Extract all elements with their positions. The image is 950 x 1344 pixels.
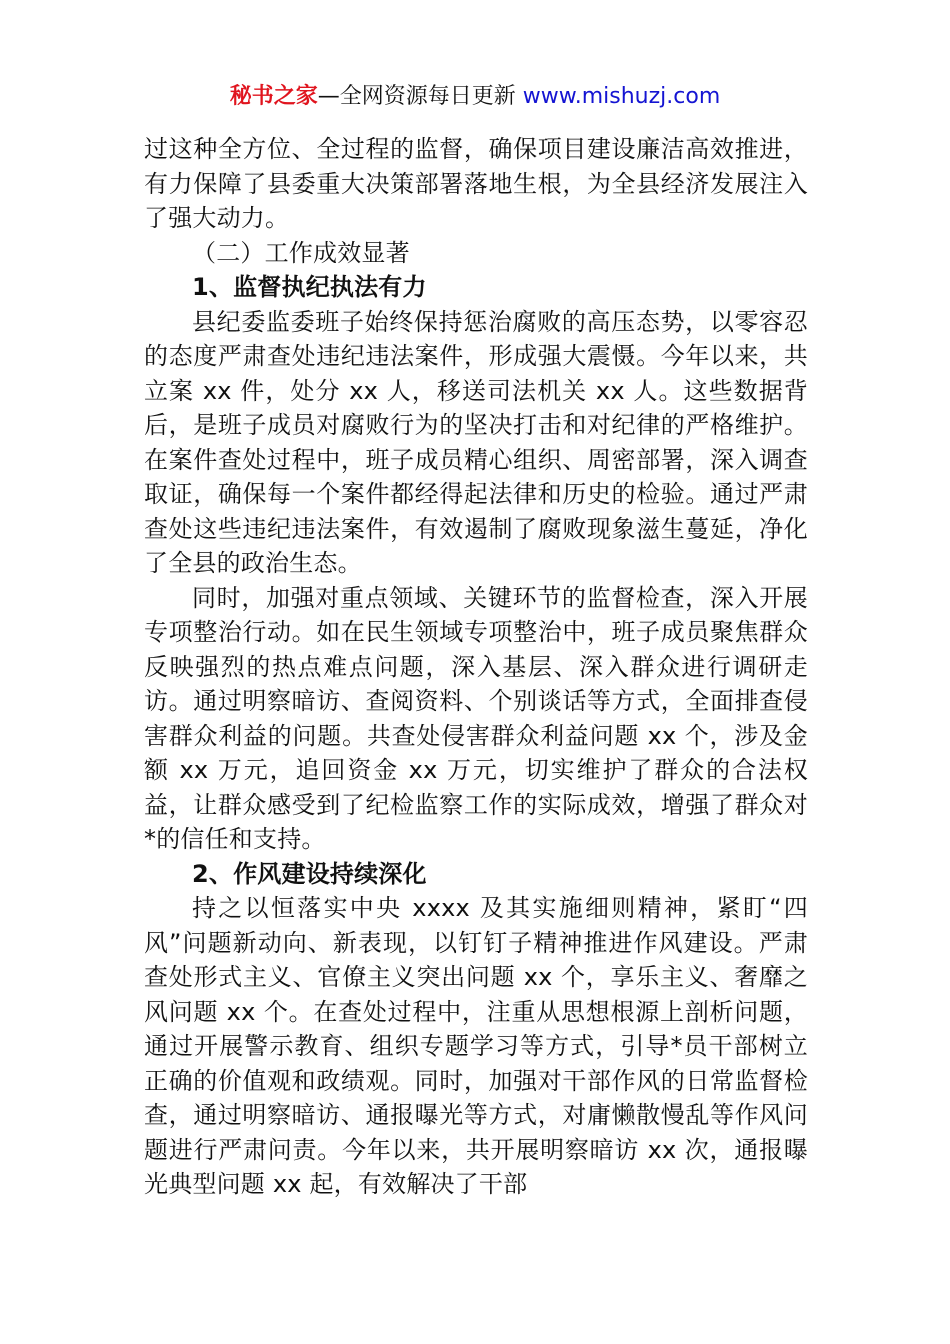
site-url-link[interactable]: www.mishuzj.com [522, 84, 721, 109]
paragraph-work-style: 持之以恒落实中央 xxxx 及其实施细则精神，紧盯“四风”问题新动向、新表现，以钉钉子精神推进作风建设。严肃查处形式主义、官僚主义突出问题 xx 个，享乐主义、奢靡之风问题 xx 个。在查处过程中，注重从思想根源上剖析问题，通过开展警示教育、组织专题学习等方式，引导*员干部树立正确的价值观和政绩观。同时，加强对干部作风的日常监督检查，通过明察暗访、通报曝光等方式，对庸懒散慢乱等作风问题进行严肃问责。今年以来，共开展明察暗访 xx 次，通报曝光典型问题 xx 起，有效解决了干部 [144, 894, 808, 1198]
subheading-supervision: 1、监督执纪执法有力 [192, 273, 427, 301]
document-body [144, 132, 808, 1202]
section-title: （二）工作成效显著 [192, 238, 410, 267]
site-header [0, 82, 950, 112]
subheading-work-style: 2、作风建设持续深化 [192, 859, 427, 888]
paragraph-special-rectification: 同时，加强对重点领域、关键环节的监督检查，深入开展专项整治行动。如在民生领域专项整治中，班子成员聚焦群众反映强烈的热点难点问题，深入基层、深入群众进行调研走访。通过明察暗访、查阅资料、个别谈话等方式，全面排查侵害群众利益的问题。共查处侵害群众利益问题 xx 个，涉及金额 xx 万元，追回资金 xx 万元，切实维护了群众的合法权益，让群众感受到了纪检监察工作的实际成效，增强了群众对*的信任和支持。 [144, 583, 808, 853]
site-brand: 秘书之家 [229, 84, 318, 109]
paragraph-case-handling: 县纪委监委班子始终保持惩治腐败的高压态势，以零容忍的态度严肃查处违纪违法案件，形成强大震慑。今年以来，共立案 xx 件，处分 xx 人，移送司法机关 xx 人。这些数据背后，是班子成员对腐败行为的坚决打击和对纪律的严格维护。在案件查处过程中，班子成员精心组织、周密部署，深入调查取证，确保每一个案件都经得起法律和历史的检验。通过严肃查处这些违纪违法案件，有效遏制了腐败现象滋生蔓延，净化了全县的政治生态。 [144, 307, 808, 577]
site-tagline: —全网资源每日更新 [317, 84, 516, 109]
paragraph-continued: 过这种全方位、全过程的监督，确保项目建设廉洁高效推进，有力保障了县委重大决策部署落地生根，为全县经济发展注入了强大动力。 [144, 135, 808, 232]
